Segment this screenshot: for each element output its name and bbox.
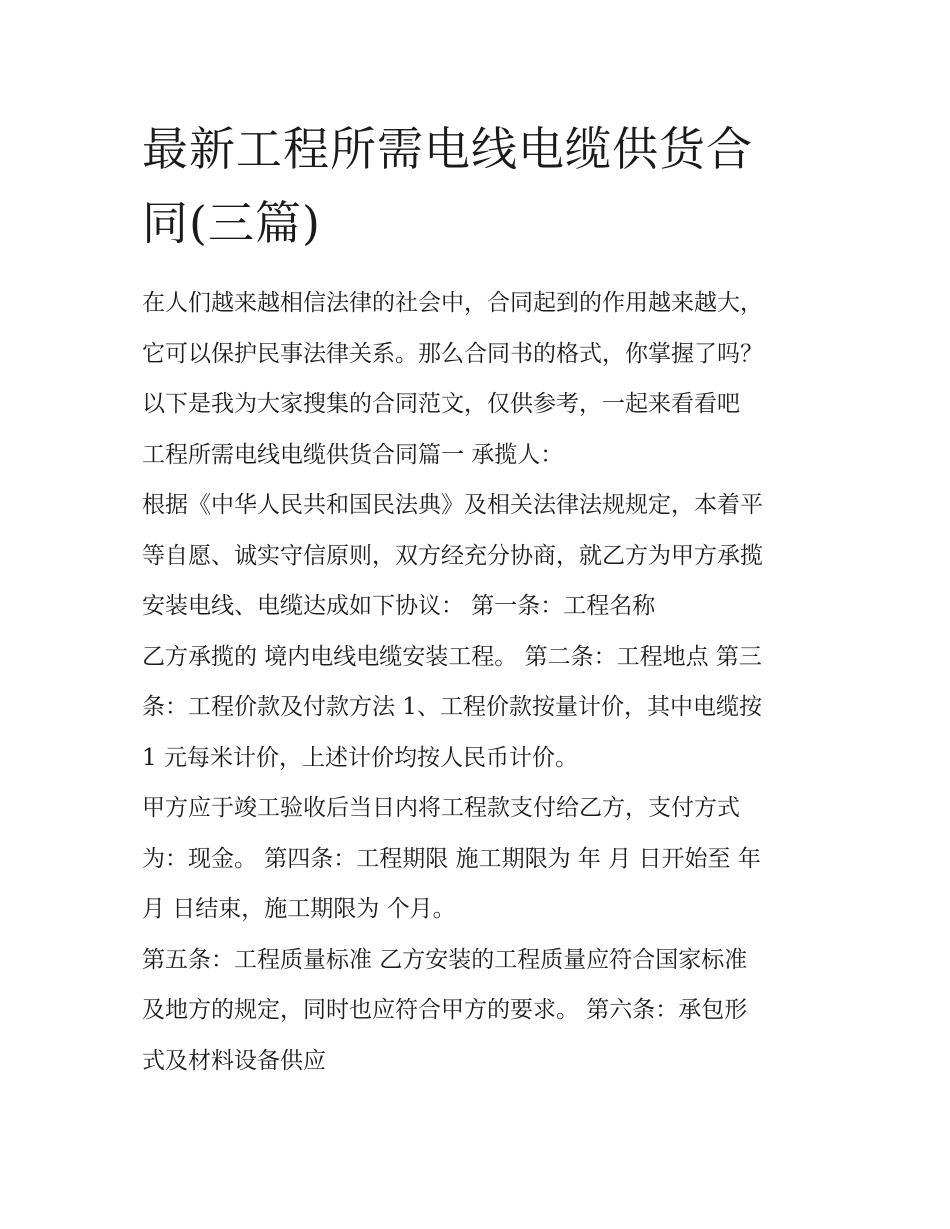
text-line: 工程所需电线电缆供货合同篇一 承揽人：: [142, 441, 564, 468]
preamble-paragraph: [142, 480, 822, 632]
text-line: 为：现金。 第四条：工程期限 施工期限为 年 月 日开始至 年: [142, 845, 761, 872]
text-line: 式及材料设备供应: [142, 1047, 326, 1074]
section-heading-paragraph: [142, 430, 822, 481]
text-line: 根据《中华人民共和国民法典》及相关法律法规规定，本着平: [142, 492, 763, 518]
text-line: 等自愿、诚实守信原则，双方经充分协商，就乙方为甲方承揽: [142, 542, 763, 569]
title-line: 最新工程所需电线电缆供货合: [142, 122, 753, 176]
text-line: 乙方承揽的 境内电线电缆安装工程。 第二条：工程地点 第三: [142, 643, 762, 670]
text-line: 及地方的规定，同时也应符合甲方的要求。 第六条：承包形: [142, 997, 748, 1023]
clause-paragraph: [142, 783, 822, 935]
intro-paragraph: [142, 278, 822, 430]
text-line: 以下是我为大家搜集的合同范文，仅供参考，一起来看看吧: [142, 391, 740, 417]
text-line: 第五条：工程质量标准 乙方安装的工程质量应符合国家标准: [142, 946, 748, 973]
text-line: 1 元每米计价，上述计价均按人民币计价。: [142, 744, 578, 771]
document-title: [142, 112, 822, 260]
text-line: 甲方应于竣工验收后当日内将工程款支付给乙方，支付方式: [142, 795, 740, 821]
text-line: 安装电线、电缆达成如下协议： 第一条：工程名称: [142, 593, 656, 619]
clause-paragraph: [142, 935, 822, 1087]
document-page: [142, 112, 822, 1086]
title-line: 同(三篇): [142, 196, 321, 250]
text-line: 在人们越来越相信法律的社会中，合同起到的作用越来越大，: [142, 290, 763, 316]
document-body: [142, 278, 822, 1086]
text-line: 它可以保护民事法律关系。那么合同书的格式，你掌握了吗？: [142, 340, 763, 367]
clause-paragraph: [142, 632, 822, 784]
text-line: 月 日结束，施工期限为 个月。: [142, 896, 456, 922]
text-line: 条：工程价款及付款方法 1、工程价款按量计价，其中电缆按: [142, 694, 762, 720]
